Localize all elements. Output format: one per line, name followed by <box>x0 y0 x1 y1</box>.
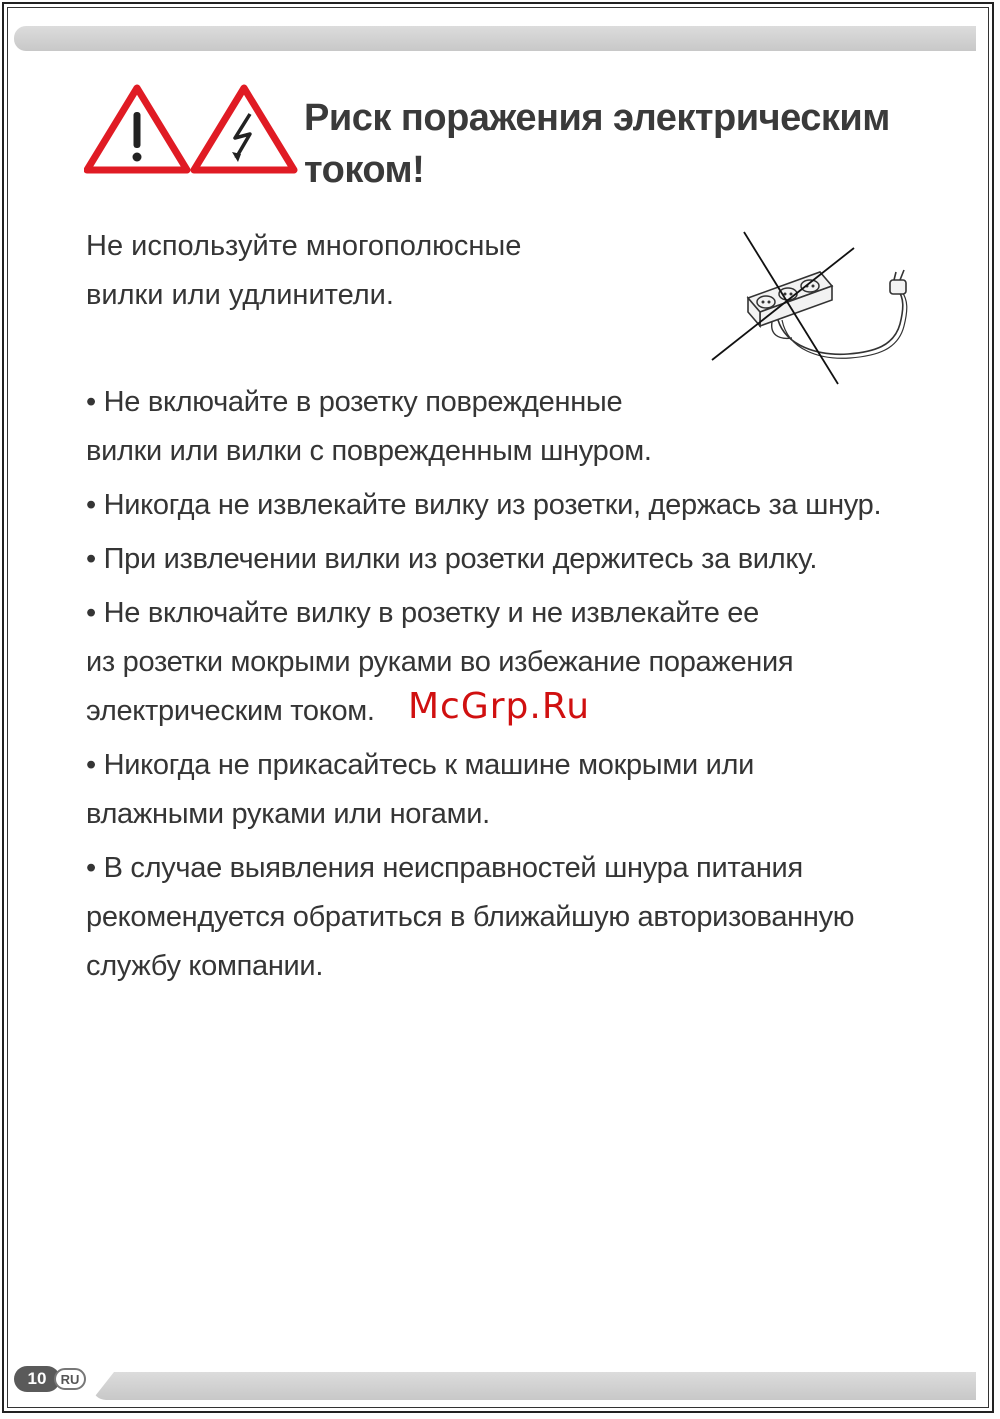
header-bar <box>14 26 976 51</box>
language-badge: RU <box>54 1368 86 1390</box>
exclamation-warning-triangle-icon <box>87 88 187 170</box>
bullet-line: рекомендуется обратиться в ближайшую авторизованную <box>86 901 855 933</box>
warning-icons <box>84 84 300 176</box>
bullet-item <box>86 481 966 530</box>
page-number: 10 <box>14 1366 60 1392</box>
bullet-line: вилки или вилки с поврежденным шнуром. <box>86 435 652 467</box>
bullet-item <box>86 741 966 839</box>
bullet-item <box>86 378 966 476</box>
bullet-line: электрическим током. <box>86 695 375 727</box>
bullet-line: службу компании. <box>86 950 324 982</box>
bullet-line: • Не включайте в розетку поврежденные <box>86 386 623 418</box>
bullet-item <box>86 535 966 584</box>
intro-text <box>86 222 686 320</box>
bullet-line: • Никогда не извлекайте вилку из розетки, держась за шнур. <box>86 489 882 521</box>
bullet-line: влажными руками или ногами. <box>86 798 490 830</box>
bullet-item <box>86 844 966 991</box>
power-strip-crossed-out-illustration <box>708 228 924 388</box>
bullet-line: • При извлечении вилки из розетки держитесь за вилку. <box>86 543 818 575</box>
intro-line-2: вилки или удлинители. <box>86 279 394 311</box>
watermark: McGrp.Ru <box>408 686 591 727</box>
electric-shock-triangle-icon <box>194 88 294 170</box>
intro-line-1: Не используйте многополюсные <box>86 230 522 262</box>
footer-bar <box>92 1372 976 1400</box>
title-line-1: Риск поражения электрическим <box>304 97 890 139</box>
title-line-2: током! <box>304 149 425 191</box>
page-title <box>304 92 944 196</box>
bullet-line: из розетки мокрыми руками во избежание поражения <box>86 646 794 678</box>
bullet-line: • Никогда не прикасайтесь к машине мокрыми или <box>86 749 755 781</box>
bullet-line: • В случае выявления неисправностей шнура питания <box>86 852 803 884</box>
bullet-line: • Не включайте вилку в розетку и не извлекайте ее <box>86 597 759 629</box>
